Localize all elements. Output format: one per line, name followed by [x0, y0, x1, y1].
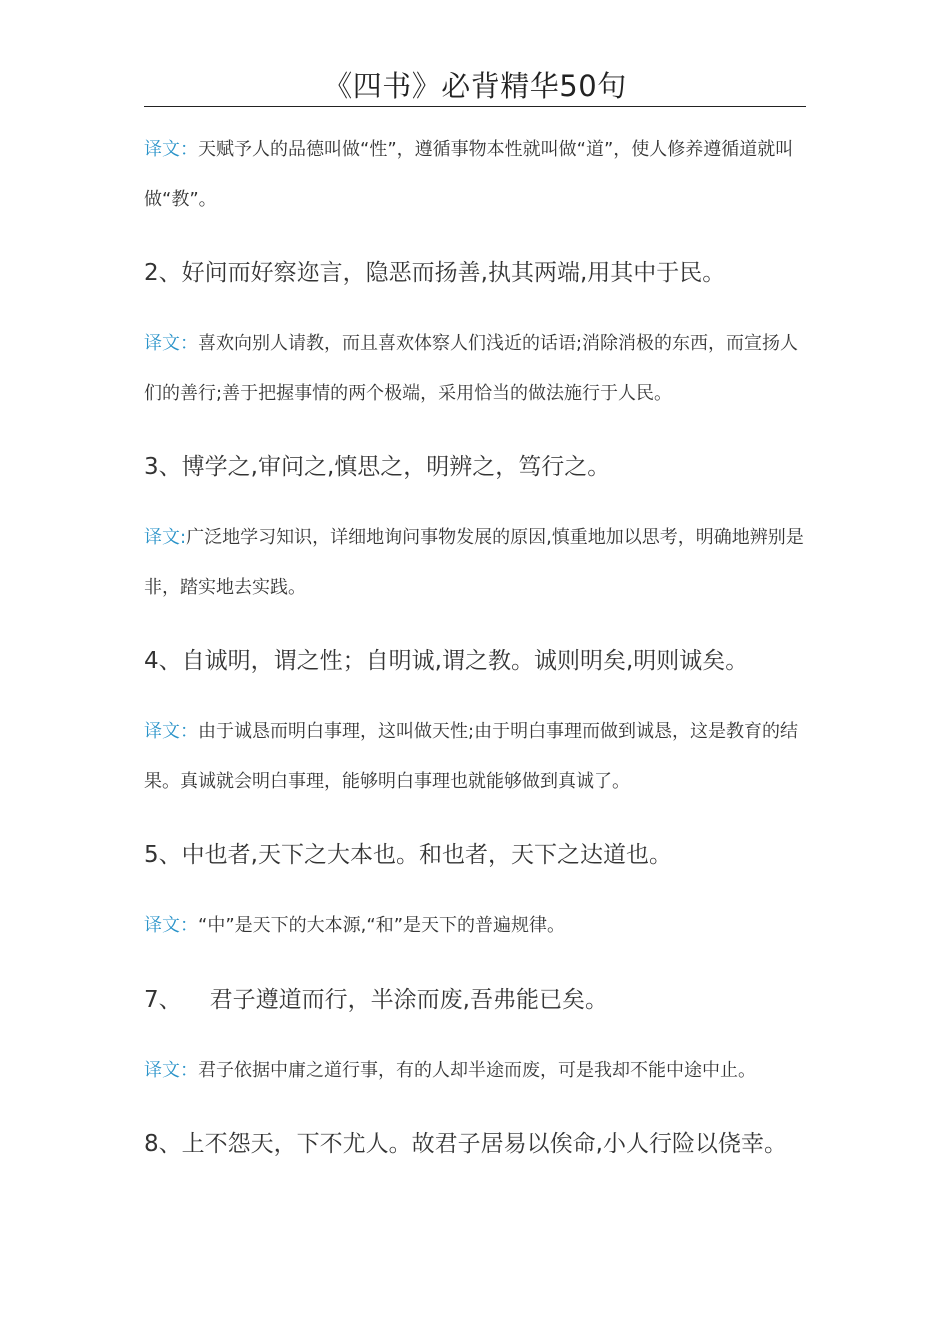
translation-text: 由于诚恳而明白事理，这叫做天性;由于明白事理而做到诚恳，这是教育的结果。真诚就会明白事理，能够明白事理也就能够做到真诚了。	[144, 721, 799, 792]
quote-text: 上不怨天，下不尤人。故君子居易以俟命,小人行险以侥幸。	[181, 1131, 787, 1157]
translation-text: 广泛地学习知识，详细地询问事物发展的原因,慎重地加以思考，明确地辨别是非，踏实地去实践。	[144, 527, 804, 598]
quote-number: 3、	[144, 454, 182, 480]
translation-2	[144, 319, 809, 419]
quote-number: 7、	[144, 987, 182, 1013]
translation-text: 君子依据中庸之道行事，有的人却半途而废，可是我却不能中途中止。	[198, 1060, 756, 1081]
quote-text: 好问而好察迩言，隐恶而扬善,执其两端,用其中于民。	[181, 260, 726, 286]
translation-7	[144, 1046, 809, 1096]
quote-7	[144, 983, 824, 1017]
translation-4	[144, 707, 809, 807]
page-title: 《四书》必背精华50句	[323, 69, 627, 103]
quote-text: 自诚明，谓之性；自明诚,谓之教。诚则明矣,明则诚矣。	[181, 648, 749, 674]
translation-label: 译文：	[144, 1060, 198, 1081]
translation-1	[144, 125, 809, 225]
translation-3	[144, 513, 809, 613]
translation-label: 译文：	[144, 139, 198, 160]
translation-label: 译文：	[144, 333, 198, 354]
quote-number: 8、	[144, 1131, 182, 1157]
translation-label: 译文:	[144, 527, 187, 548]
translation-text: 天赋予人的品德叫做“性”，遵循事物本性就叫做“道”，使人修养遵循道就叫做“教”。	[144, 139, 794, 210]
quote-4	[144, 644, 824, 678]
quote-5	[144, 838, 824, 872]
translation-text: 喜欢向别人请教，而且喜欢体察人们浅近的话语;消除消极的东西，而宣扬人们的善行;善于把握事情的两个极端，采用恰当的做法施行于人民。	[144, 333, 799, 404]
translation-5	[144, 901, 809, 951]
quote-number: 2、	[144, 260, 182, 286]
translation-label: 译文：	[144, 721, 198, 742]
translation-label: 译文：	[144, 915, 198, 936]
translation-text: “中”是天下的大本源,“和”是天下的普遍规律。	[198, 915, 566, 936]
quote-3	[144, 450, 824, 484]
quote-text: 君子遵道而行，半涂而废,吾弗能已矣。	[209, 987, 608, 1013]
quote-text: 博学之,审问之,慎思之，明辨之，笃行之。	[181, 454, 611, 480]
quote-2	[144, 256, 824, 290]
quote-number: 4、	[144, 648, 182, 674]
quote-8	[144, 1127, 824, 1161]
quote-text: 中也者,天下之大本也。和也者，天下之达道也。	[181, 842, 672, 868]
title-underline	[144, 106, 806, 107]
quote-number: 5、	[144, 842, 182, 868]
